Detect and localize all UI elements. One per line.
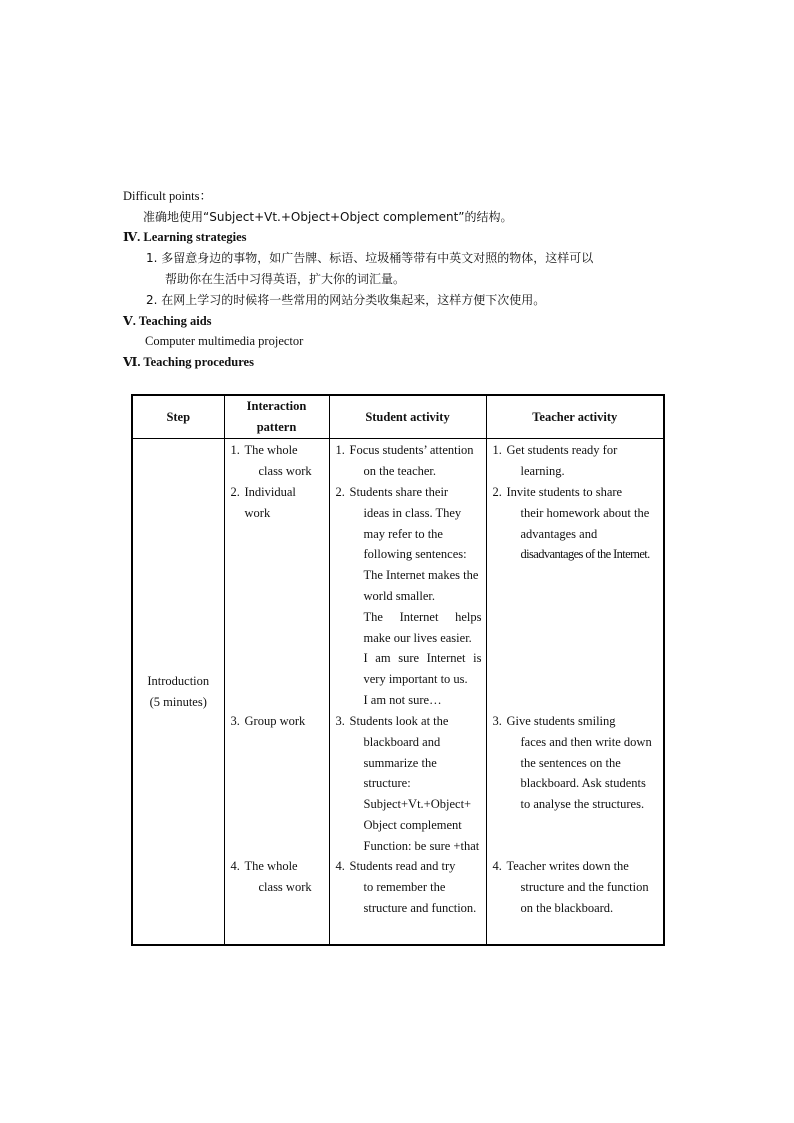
strategy-item-2-text: 在网上学习的时候将一些常用的网站分类收集起来，这样方便下次使用。 (161, 293, 546, 307)
header-interaction-pattern (224, 395, 329, 439)
teaching-procedures-heading: Ⅵ. Teaching procedures (123, 355, 254, 369)
step-duration: (5 minutes) (149, 694, 207, 709)
teaching-aids-text: Computer multimedia projector (145, 334, 304, 348)
header-teacher-activity: Teacher activity (486, 395, 664, 439)
learning-strategies-heading: Ⅳ. Learning strategies (123, 230, 247, 244)
teacher-activity-2: 2. Invite students to share their homework about the advantages and disadvantages of the Internet. (492, 485, 650, 562)
header-interaction-line-1: Interaction (246, 399, 307, 414)
teacher-activity-3: 3. Give students smiling faces and then write down the sentences on the blackboard. Ask students to analyse the structures. (492, 714, 652, 812)
table-row (132, 439, 664, 946)
student-activity-1: 1. Focus students’ attention on the teacher. (335, 443, 474, 478)
interaction-3: 3. Group work (230, 714, 306, 728)
interaction-1: 1. The whole class work (230, 443, 312, 478)
teacher-activity-4: 4. Teacher writes down the structure and the function on the blackboard. (492, 859, 649, 915)
student-activity-2: 2. Students share their ideas in class. They may refer to the following sentences: The Internet makes the world smaller. The Internet helps make our lives easier. I am sure Internet is very important to us. I am not sure… (335, 485, 482, 707)
teaching-aids-heading: Ⅴ. Teaching aids (123, 314, 212, 328)
strategy-item-1 (146, 248, 593, 268)
interaction-4: 4. The whole class work (230, 859, 312, 894)
teaching-procedures-table (131, 394, 665, 946)
step-cell (132, 439, 224, 946)
strategy-item-1-continued: 帮助你在生活中习得英语，扩大你的词汇量。 (165, 272, 406, 286)
strategy-item-2 (146, 290, 545, 310)
student-activity-4: 4. Students read and try to remember the structure and function. (335, 859, 477, 915)
student-activity-cell (329, 439, 486, 946)
strategy-item-1-text: 多留意身边的事物，如广告牌、标语、垃圾桶等带有中英文对照的物体，这样可以 (161, 251, 594, 265)
header-step: Step (132, 395, 224, 439)
table-header-row (132, 395, 664, 439)
strategy-item-2-number: 2. (146, 293, 158, 307)
strategy-item-1-number: 1. (146, 251, 158, 265)
difficult-points-label: Difficult points： (123, 189, 213, 203)
teacher-activity-cell (486, 439, 664, 946)
interaction-cell (224, 439, 329, 946)
difficult-points-text: 准确地使用“Subject+Vt.+Object+Object complement”的结构。 (143, 210, 513, 224)
interaction-2: 2. Individual work (230, 485, 296, 520)
header-student-activity: Student activity (329, 395, 486, 439)
header-interaction-line-2: pattern (256, 420, 297, 434)
student-activity-3: 3. Students look at the blackboard and summarize the structure: Subject+Vt.+Object+ Object complement Function: be sure +that (335, 714, 480, 853)
step-name: Introduction (147, 673, 210, 688)
teacher-activity-1: 1. Get students ready for learning. (492, 443, 618, 478)
